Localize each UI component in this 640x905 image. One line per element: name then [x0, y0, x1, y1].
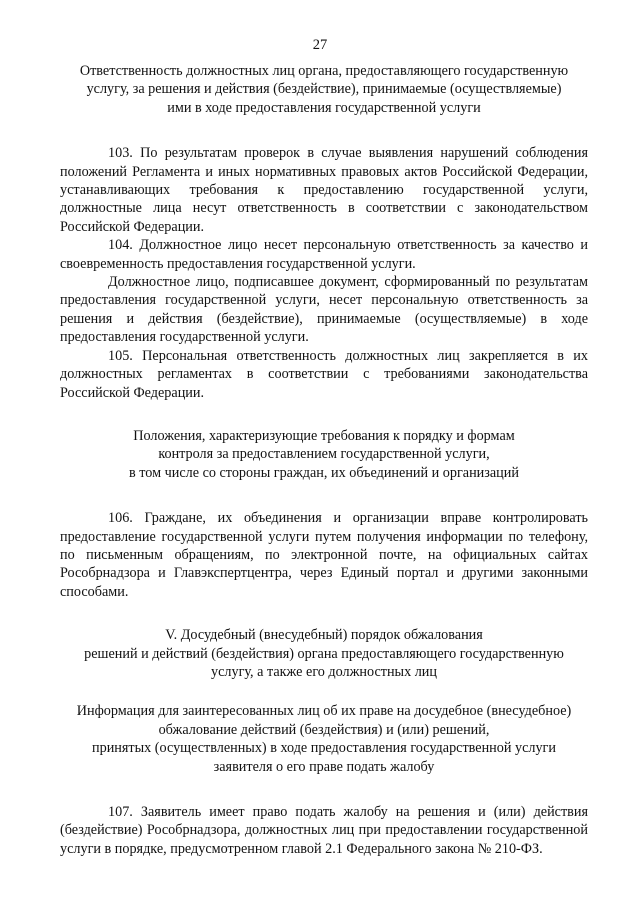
responsibility-heading — [60, 62, 588, 117]
page-content — [60, 62, 588, 858]
heading-line: Положения, характеризующие требования к порядку и формам — [133, 427, 515, 444]
heading-line: ими в ходе предоставления государственной услуги — [167, 99, 481, 116]
control-heading — [60, 427, 588, 482]
heading-line: услугу, а также его должностных лиц — [211, 663, 437, 680]
heading-line: решений и действий (бездействия) органа предоставляющего государственную — [84, 645, 564, 662]
heading-line: в том числе со стороны граждан, их объединений и организаций — [129, 464, 519, 481]
heading-line: Ответственность должностных лиц органа, предоставляющего государственную — [79, 63, 569, 79]
paragraph-105: 105. Персональная ответственность должностных лиц закрепляется в их должностных регламентах в соответствии с требованиями законодательства Российской Федерации. — [60, 347, 588, 401]
heading-line: обжалование действий (бездействия) и (или) решений, — [158, 721, 490, 738]
paragraph-103: 103. По результатам проверок в случае выявления нарушений соблюдения положений Регламента и иных нормативных правовых актов Российской Федерации, устанавливающих требования к предоставлению государственной услуги, должностные лица несут ответственность в соответствии с законодательством Российской Федерации. — [60, 145, 588, 235]
heading-line: V. Досудебный (внесудебный) порядок обжалования — [165, 627, 483, 644]
page-number: 27 — [312, 37, 328, 53]
heading-line: Информация для заинтересованных лиц об их праве на досудебное (внесудебное) — [76, 703, 572, 720]
info-heading — [60, 702, 588, 776]
heading-line: услугу, за решения и действия (бездействие), принимаемые (осуществляемые) — [86, 81, 562, 98]
paragraph-104-continued: Должностное лицо, подписавшее документ, сформированный по результатам предоставления государственной услуги, несет персональную ответственность за решения и действия (бездействие), принимаемые (осуществляемые) в ходе предоставления государственной услуги. — [60, 274, 588, 346]
paragraph-107: 107. Заявитель имеет право подать жалобу на решения и (или) действия (бездействие) Рособрнадзора, должностных лиц при предоставлении государственной услуги в порядке, предусмотренном главой 2.1 Федерального закона № 210-ФЗ. — [60, 804, 588, 857]
heading-line: принятых (осуществленных) в ходе предоставления государственной услуги — [92, 740, 556, 757]
heading-line: контроля за предоставлением государственной услуги, — [158, 446, 490, 463]
paragraph-106: 106. Граждане, их объединения и организации вправе контролировать предоставление государственной услуги путем получения информации по телефону, по письменным обращениям, по электронной почте, на официальных сайтах Рособрнадзора и Главэкспертцентра, через Единый портал и другими законными способами. — [60, 510, 588, 600]
paragraph-104: 104. Должностное лицо несет персональную ответственность за качество и своевременность предоставления государственной услуги. — [60, 237, 588, 272]
heading-line: заявителя о его праве подать жалобу — [213, 758, 435, 775]
chapter-5-heading — [60, 626, 588, 681]
